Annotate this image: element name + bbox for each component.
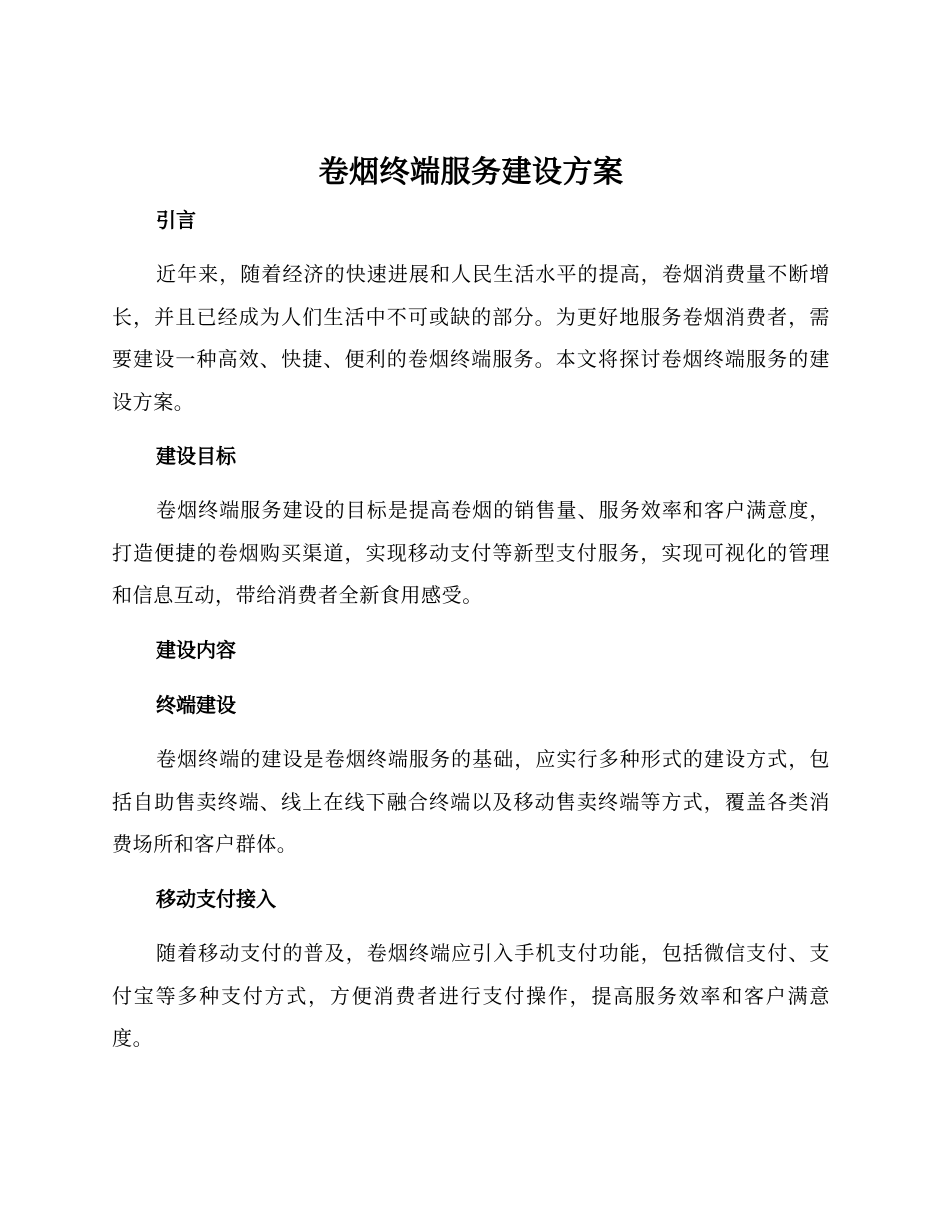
section-heading-content: 建设内容 bbox=[156, 638, 236, 662]
section-paragraph-intro: 近年来，随着经济的快速进展和人民生活水平的提高，卷烟消费量不断增长，并且已经成为人们生活中不可或缺的部分。为更好地服务卷烟消费者，需要建设一种高效、快捷、便利的卷烟终端服务。本文将探讨卷烟终端服务的建设方案。 bbox=[112, 262, 830, 414]
section-heading-terminal: 终端建设 bbox=[156, 693, 236, 717]
document-title: 卷烟终端服务建设方案 bbox=[318, 155, 624, 190]
section-paragraph-mobile-payment: 随着移动支付的普及，卷烟终端应引入手机支付功能，包括微信支付、支付宝等多种支付方式，方便消费者进行支付操作，提高服务效率和客户满意度。 bbox=[112, 941, 830, 1050]
section-heading-intro: 引言 bbox=[156, 208, 196, 232]
section-paragraph-terminal: 卷烟终端的建设是卷烟终端服务的基础，应实行多种形式的建设方式，包括自助售卖终端、线上在线下融合终端以及移动售卖终端等方式，覆盖各类消费场所和客户群体。 bbox=[112, 747, 830, 856]
section-heading-mobile-payment: 移动支付接入 bbox=[156, 887, 276, 911]
section-paragraph-goals: 卷烟终端服务建设的目标是提高卷烟的销售量、服务效率和客户满意度，打造便捷的卷烟购买渠道，实现移动支付等新型支付服务，实现可视化的管理和信息互动，带给消费者全新食用感受。 bbox=[112, 498, 830, 607]
section-heading-goals: 建设目标 bbox=[156, 444, 236, 468]
